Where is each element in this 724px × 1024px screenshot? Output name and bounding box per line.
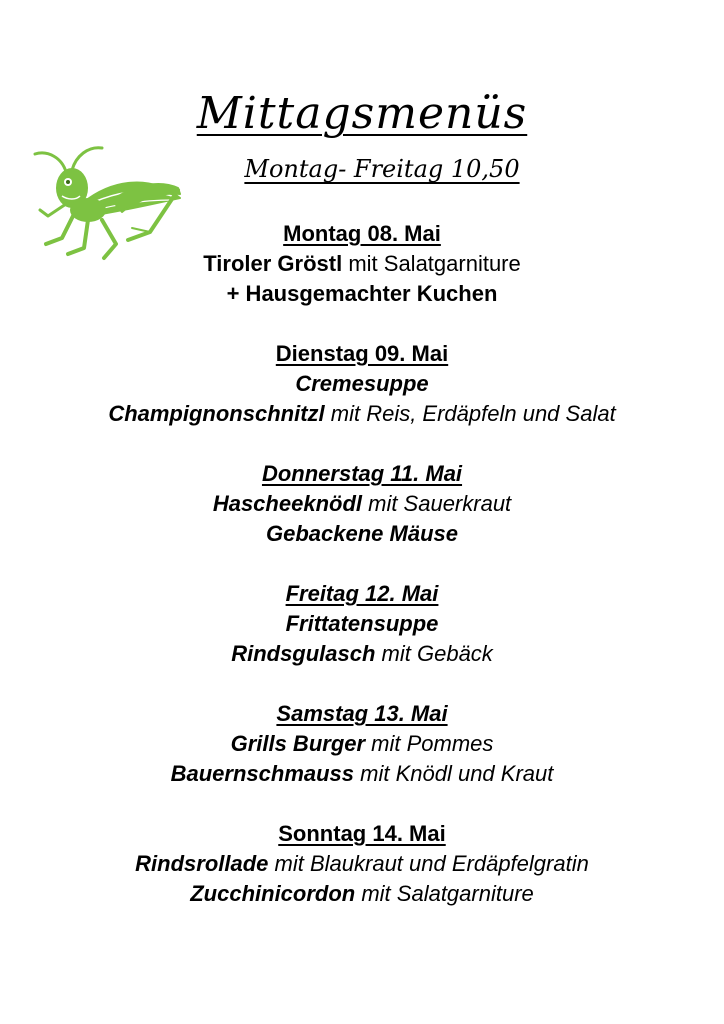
menu-line [0, 639, 724, 669]
day-section-sonntag [0, 819, 724, 909]
menu-line [0, 489, 724, 519]
dish-side: mit Salatgarniture [342, 251, 521, 276]
dish-name: Bauernschmauss [170, 761, 355, 786]
dish-name: Gebackene Mäuse [266, 521, 458, 546]
dish-name: Tiroler Gröstl [203, 251, 343, 276]
menu-line [0, 369, 724, 399]
day-date: Sonntag 14. Mai [278, 821, 446, 846]
menu-line [0, 399, 724, 429]
menu-line [0, 249, 724, 279]
menu-line [0, 879, 724, 909]
day-section-montag [0, 219, 724, 309]
day-section-dienstag [0, 339, 724, 429]
page-title: Mittagsmenüs [196, 88, 528, 139]
menu-line [0, 849, 724, 879]
menu-list [0, 219, 724, 939]
dish-name: Rindsgulasch [231, 641, 376, 666]
day-section-donnerstag [0, 459, 724, 549]
dish-name: Frittatensuppe [285, 611, 439, 636]
dish-side: mit Salatgarniture [355, 881, 534, 906]
dish-side: mit Knödl und Kraut [354, 761, 554, 786]
day-date: Freitag 12. Mai [285, 581, 439, 606]
dish-name: Grills Burger [230, 731, 366, 756]
dish-side: mit Blaukraut und Erdäpfelgratin [268, 851, 589, 876]
dish-name: Cremesuppe [295, 371, 429, 396]
dish-side: mit Pommes [365, 731, 494, 756]
dish-name: Zucchinicordon [190, 881, 356, 906]
dish-name: Hascheeknödl [212, 491, 362, 516]
day-date: Samstag 13. Mai [276, 701, 448, 726]
day-date: Montag 08. Mai [283, 221, 441, 246]
dish-side: mit Sauerkraut [362, 491, 512, 516]
day-date: Donnerstag 11. Mai [261, 461, 463, 486]
dish-side: mit Reis, Erdäpfeln und Salat [324, 401, 616, 426]
menu-line [0, 609, 724, 639]
dish-name: Rindsrollade [135, 851, 269, 876]
menu-line [0, 729, 724, 759]
price-subtitle: Montag- Freitag 10,50 [244, 155, 520, 183]
menu-line [0, 279, 724, 309]
menu-line [0, 759, 724, 789]
day-section-samstag [0, 699, 724, 789]
dish-name: Champignonschnitzl [108, 401, 325, 426]
day-date: Dienstag 09. Mai [275, 341, 449, 366]
dish-side: mit Gebäck [375, 641, 493, 666]
dish-name: + Hausgemachter Kuchen [226, 281, 498, 306]
menu-line [0, 519, 724, 549]
day-section-freitag [0, 579, 724, 669]
